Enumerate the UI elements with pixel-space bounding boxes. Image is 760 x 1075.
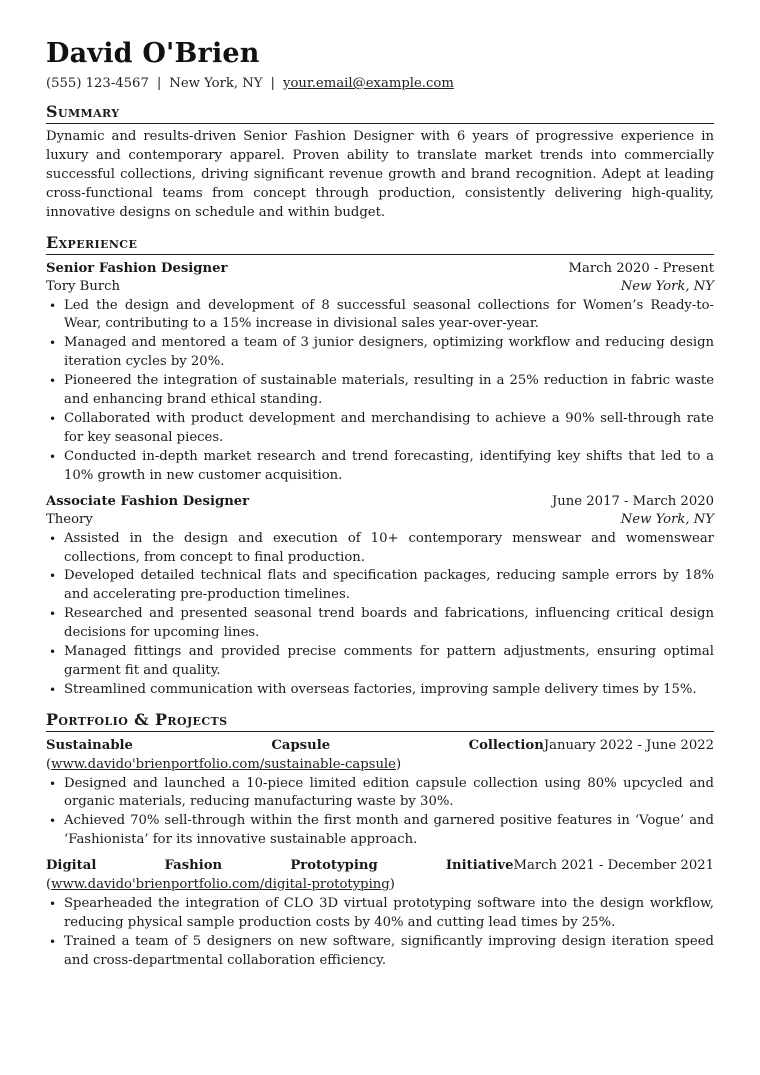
portfolio-heading: Portfolio & Projects xyxy=(46,710,714,732)
bullet-item: • Streamlined communication with overseas factories, improving sample delivery times by 15%. xyxy=(46,681,714,700)
project-bullets xyxy=(46,775,714,851)
project-link[interactable]: www.davido'brienportfolio.com/sustainable-capsule xyxy=(51,756,396,772)
company-name: Theory xyxy=(46,512,93,528)
project-entry: March 2021 - December 2021 Digital Fashion Prototyping Initiative (www.davido'brienportfolio.com/digital-prototyping) • Spearheaded the integration of CLO 3D virtual prototyping software into the design workflow, reducing physical sample production costs by 40% and cutting lead times by 25%. • Trained a team of 5 designers on new software, significantly improving design iteration speed and cross-departmental collaboration efficiency. xyxy=(46,857,714,970)
bullet-item: • Spearheaded the integration of CLO 3D virtual prototyping software into the design workflow, reducing physical sample production costs by 40% and cutting lead times by 25%. xyxy=(46,895,714,933)
bullet-item: • Pioneered the integration of sustainable materials, resulting in a 25% reduction in fabric waste and enhancing brand ethical standing. xyxy=(46,372,714,410)
job-location: New York, NY xyxy=(620,512,714,528)
job-dates: June 2017 - March 2020 xyxy=(552,493,714,509)
contact-line xyxy=(46,75,714,93)
email-link[interactable]: your.email@example.com xyxy=(283,76,454,91)
job-title: Senior Fashion Designer xyxy=(46,260,228,276)
experience-heading: Experience xyxy=(46,233,714,255)
company-name: Tory Burch xyxy=(46,279,121,295)
project-bullets xyxy=(46,895,714,971)
job-entry xyxy=(46,493,714,700)
job-bullets xyxy=(46,297,714,486)
separator: | xyxy=(270,76,275,91)
bullet-item: • Managed fittings and provided precise comments for pattern adjustments, ensuring optimal garment fit and quality. xyxy=(46,643,714,681)
project-entry: January 2022 - June 2022 Sustainable Capsule Collection (www.davido'brienportfolio.com/sustainable-capsule) • Designed and launched a 10-piece limited edition capsule collection using 80% upcycled and organic materials, reducing manufacturing waste by 30%. • Achieved 70% sell-through within the first month and garnered positive features in ‘Vogue’ and ‘Fashionista’ for its innovative sustainable approach. xyxy=(46,737,714,850)
project-dates: January 2022 - June 2022 xyxy=(543,737,714,753)
project-title: Digital Fashion Prototyping Initiative xyxy=(46,858,514,874)
job-bullets xyxy=(46,530,714,700)
job-entry xyxy=(46,260,714,486)
bullet-item: • Led the design and development of 8 successful seasonal collections for Women’s Ready-to-Wear, contributing to a 15% increase in divisional sales year-over-year. xyxy=(46,297,714,335)
bullet-item: • Researched and presented seasonal trend boards and fabrications, influencing critical design decisions for upcoming lines. xyxy=(46,605,714,643)
bullet-item: • Developed detailed technical flats and specification packages, reducing sample errors by 18% and accelerating pre-production timelines. xyxy=(46,567,714,605)
job-location: New York, NY xyxy=(620,279,714,295)
location: New York, NY xyxy=(169,76,263,91)
summary-heading: Summary xyxy=(46,102,714,124)
project-title: Sustainable Capsule Collection xyxy=(46,737,544,753)
resume-page xyxy=(46,38,714,971)
job-title: Associate Fashion Designer xyxy=(46,493,250,509)
bullet-item: • Collaborated with product development and merchandising to achieve a 90% sell-through rate for key seasonal pieces. xyxy=(46,410,714,448)
bullet-item: • Assisted in the design and execution of 10+ contemporary menswear and womenswear collections, from concept to final production. xyxy=(46,530,714,568)
bullet-item: • Achieved 70% sell-through within the first month and garnered positive features in ‘Vogue’ and ‘Fashionista’ for its innovative sustainable approach. xyxy=(46,812,714,850)
phone-number: (555) 123-4567 xyxy=(46,76,149,91)
project-dates: March 2021 - December 2021 xyxy=(513,858,714,874)
job-dates: March 2020 - Present xyxy=(568,260,714,276)
summary-text: Dynamic and results-driven Senior Fashion Designer with 6 years of progressive experience in luxury and contemporary apparel. Proven ability to translate market trends into commercially successful collections, driving significant revenue growth and brand recognition. Adept at leading cross-functional teams from concept through production, consistently delivering high-quality, innovative designs on schedule and within budget. xyxy=(46,129,714,220)
separator: | xyxy=(156,76,162,91)
bullet-item: • Managed and mentored a team of 3 junior designers, optimizing workflow and reducing design iteration cycles by 20%. xyxy=(46,334,714,372)
bullet-item: • Trained a team of 5 designers on new software, significantly improving design iteration speed and cross-departmental collaboration efficiency. xyxy=(46,933,714,971)
candidate-name: David O'Brien xyxy=(46,38,260,69)
bullet-item: • Conducted in-depth market research and trend forecasting, identifying key shifts that led to a 10% growth in new customer acquisition. xyxy=(46,448,714,486)
project-link[interactable]: www.davido'brienportfolio.com/digital-prototyping xyxy=(51,877,390,893)
bullet-item: • Designed and launched a 10-piece limited edition capsule collection using 80% upcycled and organic materials, reducing manufacturing waste by 30%. xyxy=(46,775,714,813)
